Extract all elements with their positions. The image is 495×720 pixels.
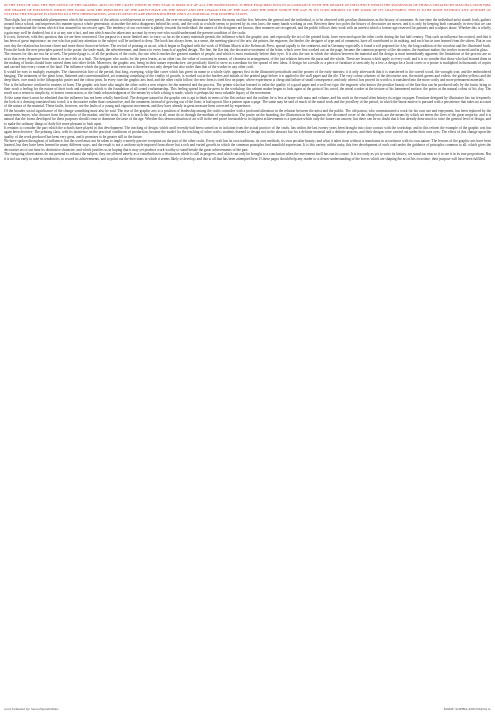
body-paragraph: Nor is the influence confined to matters of form. The graphic arts have also taught the other crafts a new respect for the material and the process. The printer who has learned to value the quality of a good paper and a well-cut type, the engraver who knows the peculiar beauty of the line that can be produced only by the burin, bring to their work a feeling for the nature of their tools and materials which is the foundation of all sound craftsmanship. This feeling spread from the press to the workshop; the cabinet maker began to look again at the grain of his wood, the metal worker at the texture of his hammered surface, the potter at the natural colour of his clay. The result was a return to simplicity, to honest construction, to the frank acknowledgment of the means by which a thing is made, which is perhaps the most valuable legacy of the movement. [4,82,491,96]
body-paragraph: It would be easy to multiply examples. The characteristic line of the period, that long, sweeping, whip-like curve which has given its name to a whole style, appears first in the illustrated periodicals and the posters of the early nineties; it is only afterwards that it is transferred to the carved wood, the wrought iron, and the embroidered hanging. The treatment of the plant form, flattened and conventionalised, yet retaining something of the vitality of growth, is worked out in the borders and initials of the printed page before it is applied to the wall paper and the tile. The very colour schemes of the decorative arts, the muted greens and violets, the golden yellows and the deep blues, owe much to the lithographic poster and the colour print. In every case the graphic arts lead, and the other crafts follow; the new form is tried first on paper, where experiment is cheap and failure of small consequence, and only when it has proved its worth is it translated into the more costly and more permanent materials. [4,69,491,83]
footer-right-text: MADE: SOPHIA AND DIANA A. [443,707,491,711]
footer-left-text: word formatted by: ServerSponsibilities [4,707,59,711]
document-body [4,18,491,161]
document-header: IN THE TEXT OF 1900, THE INFLUENCE OF THE GRAPHIC ARTS ON THE CRAFT WHICH IN THIS YEAR IS DIRECTLY OF ALL THE PROFESSIONS, IS HERE ENQUIRED INTO IN ACCORDANCE WITH THE DEGREE OF INFLUENCE WHICH THE POSSESSION OF THINGS CREATED BY MAN HAS UPON HIM; THE DEGREE OF INFLUENCE WHICH THE WORK AND THE PRINCIPLES OF THE ARTIST HAVE ON THE SPIRIT AND THE CHARACTER OF THE AGE, AND THE SPIRIT WHICH THE AGE IN ITS TURN IMPARTS TO THE WORK OF ITS CRAFTSMEN. THIS IS TO BE DONE WITHOUT ANY ATTEMPT AT SYSTEM; THE ENQUIRY IS LIMITED TO A FEW OBSERVATIONS, AND ITS RESULTS ARE PRESENTED HERE ONLY AS MATERIAL FOR FURTHER STUDY. [4,3,491,16]
body-paragraph: The foregoing observations do not pretend to exhaust the subject; they are offered merely as a contribution to a discussion which is still in progress, and which can only be brought to a conclusion when the movement itself has run its course. It is too early as yet to write its history; we stand too near to it to see it in its true proportions. But it is not too early to note its tendencies, to record its achievements, and to point out the directions in which it seems likely to develop; and this is all that has been attempted here. If these pages should help any reader to a clearer understanding of the forces which are shaping the art of his own time, their purpose will have been fulfilled. [4,152,491,161]
body-paragraph: The reasons for this are not far to seek. The printed page is, of all the products of the crafts, the one which reaches the greatest number of people, and which is most constantly before their eyes. It is also the one in which the relation between the material and the design is most immediately apparent; the limitations of the process are so strict that every departure from them is at once felt as a fault. The designer who works for the press learns, as no other can, the value of economy in means, of clearness in arrangement, of the just relation between the parts and the whole. These are lessons which apply to every craft, and it is no wonder that those who had learned them in the making of books should have carried them into other fields. Moreover, the graphic arts, being in their nature reproductive, are peculiarly fitted to serve as a medium for the spread of new ideas. A design for a textile or a piece of furniture is seen only by a few; a design for a book cover or a poster is multiplied in thousands of copies and carried into every corner of the land. The influence which the graphic artist exercises is therefore not only deeper but also wider than that of the worker in any other craft. [4,52,491,70]
body-paragraph: It remains to consider the part which the schools have played in this development. The teaching of design, which until recently had been carried on in isolation from the actual practice of the crafts, has within the last twenty years been brought into close contact with the workshop; and in this reform the example of the graphic arts has again been decisive. The printing class, with its insistence on the practical conditions of production, became the model for the teaching of other crafts; students learned to design not in the abstract but for a definite material and a definite process, and their designs were carried out under their own eyes. The effect of this change upon the quality of the work produced has been very great, and it promises to be greater still in the future. [4,126,491,139]
body-paragraph: We have spoken throughout of influence, but the word must not be taken to imply a merely passive reception on the part of the other crafts. Every craft has its own traditions, its own methods, its own peculiar beauty; and what it takes from without it transforms in accordance with its own nature. The lessons of the graphic arts have been learned, but they have been learned in many different ways, and the result is not a uniform style imposed from above but a rich and varied growth in which the common principles find manifold expression. It is this variety within unity, this free development of each craft under the guidance of principles common to all, which gives the decorative art of our time its distinctive character, and which justifies us in hoping that it may yet produce work worthy to stand beside the great achievements of the past. [4,139,491,152]
document-page [4,3,491,703]
body-paragraph: Of the broader social significance of the change something must also be said. The rise of the graphic arts to a position of leadership among the crafts coincides with a profound alteration in the relation between the artist and the public. The old patron, who commissioned a work for his own use and enjoyment, has been replaced by the anonymous buyer, who chooses from the products of the market; and the artist, if he is to reach this buyer at all, must do so through the medium of reproduction. The poster on the hoarding, the illustration in the magazine, the decorated cover of the cheap book, are the means by which art enters the lives of the great majority; and it is natural that the forms developed for these purposes should come to dominate the taste of the age. Whether this democratisation of art will in the end prove favourable to its highest achievements is a question which only the future can answer; but there can be no doubt that it has already done much to raise the general level of design, and to make the ordinary things of daily life more pleasant to look upon. [4,108,491,126]
body-paragraph: At the same time it must be admitted that the influence has not been wholly beneficial. The designer trained in the graphic arts is apt to think in terms of the flat surface and the outline; he is less at home with mass and volume, and his work in the round often betrays its origin on paper. Furniture designed by illustrators has too frequently the look of a drawing translated into wood; it is decorative rather than constructive, and the ornament, instead of growing out of the form, is laid upon it like a pattern upon a page. The same may be said of much of the metal work and the jewellery of the period, in which the linear motive is pursued with a persistence that takes no account of the nature of the material. These faults, however, are the faults of a young and vigorous movement, and they have already in great measure been corrected by experience. [4,95,491,109]
body-paragraph: It is not, however, with this question that we are here concerned. Our purpose is a more limited one: to trace, so far as the scanty materials permit, the influence which the graphic arts, and especially the art of the printed book, have exercised upon the other crafts during the last half century. That such an influence has existed, and that it has been of great importance, no one who has paid any attention to the subject will be inclined to deny. The book has always been, in a sense, the meeting-place of the arts; the printer, the engraver, the binder, the designer of type and of ornament, have all contributed to its making, and each has in turn learned from the others. But in our own day the relation has become closer and more direct than ever before. The revival of printing as an art, which began in England with the work of William Morris at the Kelmscott Press, spread rapidly to the continent, and in Germany especially it found a soil prepared for it by the long tradition of the woodcut and the illustrated book. From the book the new principles passed to the poster, the trade mark, the advertisement, and thence to every branch of applied design. The line, the flat tint, the decorative treatment of the letter, which were first worked out on the page, became the common property of the decorator, the furniture maker, the worker in metal and in glass. [4,34,491,52]
page-footer [4,705,491,713]
body-paragraph: That slight, but yet remarkable phenomenon which the movement of the artistic world presents in every period, the ever-recurring alternation between the many and the few, between the general and the individual, is to be observed with peculiar distinctness in the history of ornament. At one time the individual artist stands forth, gathers around him a school, and impresses his manner upon a whole generation; at another the artist disappears behind his work, and the craft as a whole seems to proceed by its own laws, the many hands working as one. Between these two poles the history of decorative art moves, and it is only by keeping both constantly in view that we can hope to understand the forms which it has assumed in successive ages. The tendency of our own time is plainly towards the individual; the names of the designers are known, their manners are recognised, and the public follows their work with an interest which a former age reserved for painters and sculptors alone. Whether this is wholly a gain may well be doubted; but it is at any rate a fact, and one which must be taken into account by every one who would understand the present condition of the crafts. [4,17,491,35]
